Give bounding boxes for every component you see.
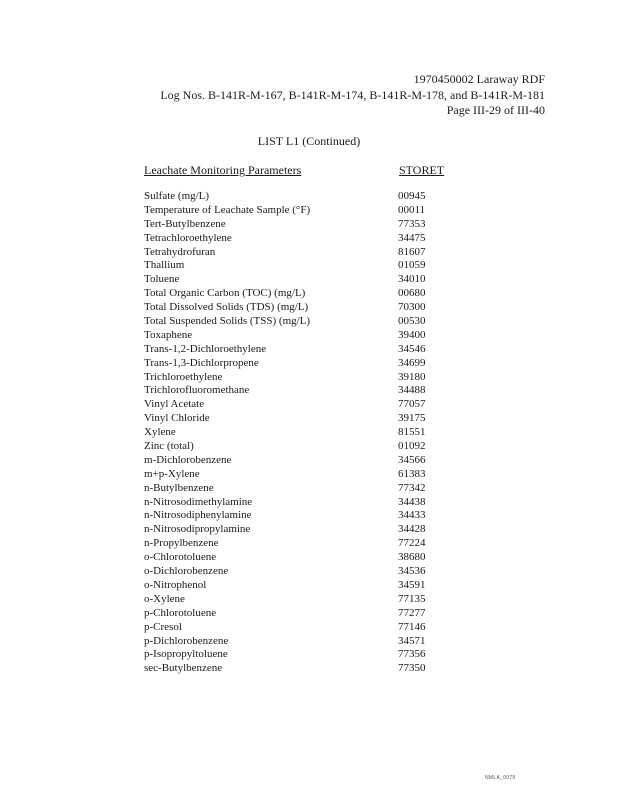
list-item — [144, 509, 464, 523]
list-item — [144, 482, 464, 496]
list-item — [144, 412, 464, 426]
storet-code: 77350 — [398, 662, 426, 675]
storet-code: 77057 — [398, 398, 426, 411]
parameter-name: Trans-1,2-Dichloroethylene — [144, 342, 267, 355]
list-item — [144, 329, 464, 343]
header-log-numbers: Log Nos. B-141R-M-167, B-141R-M-174, B-141R-M-178, and B-141R-M-181 — [160, 87, 545, 102]
list-item — [144, 537, 464, 551]
parameter-name: Sulfate (mg/L) — [144, 190, 210, 202]
list-item — [144, 648, 464, 662]
storet-column-header: STORET — [399, 163, 445, 177]
bates-stamp: NMLA_0079 — [485, 775, 516, 781]
parameter-name: Total Dissolved Solids (TDS) (mg/L) — [144, 301, 309, 314]
list-item — [144, 662, 464, 676]
parameter-name: m-Dichlorobenzene — [144, 453, 232, 466]
storet-code: 00680 — [398, 287, 426, 300]
storet-code: 34536 — [398, 565, 426, 578]
storet-code: 39180 — [398, 370, 426, 383]
storet-code: 34546 — [398, 342, 426, 355]
list-item — [144, 301, 464, 315]
list-item — [144, 426, 464, 440]
parameter-name: o-Dichlorobenzene — [144, 565, 229, 578]
parameter-name: n-Propylbenzene — [144, 537, 219, 550]
storet-code: 77224 — [398, 537, 426, 550]
parameter-name: Zinc (total) — [144, 440, 194, 453]
list-item — [144, 232, 464, 246]
parameter-name: Trans-1,3-Dichlorpropene — [144, 356, 259, 369]
parameter-column-header: Leachate Monitoring Parameters — [144, 163, 302, 177]
storet-code: 77277 — [398, 606, 426, 619]
storet-code: 61383 — [398, 467, 426, 480]
storet-code: 01059 — [398, 259, 426, 272]
list-item — [144, 565, 464, 579]
parameter-name: p-Chlorotoluene — [144, 606, 217, 619]
page-header — [160, 72, 545, 119]
list-title: LIST L1 (Continued) — [257, 134, 361, 148]
storet-code: 34010 — [398, 273, 426, 286]
storet-code: 34428 — [398, 523, 426, 536]
storet-code: 34438 — [398, 495, 426, 508]
storet-code: 77356 — [398, 648, 426, 661]
list-item — [144, 371, 464, 385]
parameter-name: n-Nitrosodipropylamine — [144, 523, 251, 536]
storet-code: 00945 — [398, 190, 426, 202]
parameter-name: o-Nitrophenol — [144, 578, 207, 591]
parameter-name: n-Nitrosodiphenylamine — [144, 509, 252, 522]
list-item — [144, 621, 464, 635]
list-item — [144, 440, 464, 454]
list-item — [144, 496, 464, 510]
storet-code: 39400 — [398, 328, 426, 341]
storet-code: 01092 — [398, 440, 426, 453]
parameter-name: Xylene — [144, 426, 176, 439]
parameter-name: Total Suspended Solids (TSS) (mg/L) — [144, 315, 311, 328]
list-item — [144, 287, 464, 301]
parameter-name: Toluene — [144, 273, 180, 286]
parameter-name: Temperature of Leachate Sample (°F) — [144, 203, 311, 216]
storet-code: 34566 — [398, 453, 426, 466]
list-item — [144, 593, 464, 607]
parameter-name: Vinyl Chloride — [144, 412, 210, 425]
parameter-name: Tetrahydrofuran — [144, 245, 216, 258]
parameter-name: p-Dichlorobenzene — [144, 634, 229, 647]
parameter-name: p-Cresol — [144, 620, 182, 633]
list-item — [144, 259, 464, 273]
parameter-name: n-Nitrosodimethylamine — [144, 495, 253, 508]
list-item — [144, 523, 464, 537]
storet-code: 77135 — [398, 592, 426, 605]
parameter-name: Tetrachloroethylene — [144, 231, 232, 244]
storet-code: 34475 — [398, 231, 426, 244]
parameter-name: p-Isopropyltoluene — [144, 648, 228, 661]
parameter-name: sec-Butylbenzene — [144, 662, 223, 675]
storet-code: 00011 — [398, 203, 426, 216]
parameter-name: n-Butylbenzene — [144, 481, 214, 494]
list-item — [144, 315, 464, 329]
storet-code: 00530 — [398, 315, 426, 328]
storet-code: 81551 — [398, 426, 426, 439]
parameter-name: Toxaphene — [144, 328, 193, 341]
storet-code: 70300 — [398, 301, 426, 314]
list-item — [144, 607, 464, 621]
list-item — [144, 218, 464, 232]
parameter-name: o-Xylene — [144, 592, 185, 605]
parameter-name: Thallium — [144, 259, 185, 272]
list-item — [144, 273, 464, 287]
list-item — [144, 357, 464, 371]
header-page-number: Page III-29 of III-40 — [446, 103, 545, 117]
header-document-id: 1970450002 Laraway RDF — [413, 72, 545, 86]
list-item — [144, 204, 464, 218]
parameter-name: Trichloroethylene — [144, 370, 223, 383]
list-item — [144, 454, 464, 468]
parameter-name: o-Chlorotoluene — [144, 551, 217, 564]
parameter-name: Trichlorofluoromethane — [144, 384, 250, 397]
parameter-name: m+p-Xylene — [144, 467, 200, 480]
list-item — [144, 551, 464, 565]
storet-code: 34699 — [398, 356, 426, 369]
storet-code: 34591 — [398, 578, 426, 591]
storet-code: 34571 — [398, 634, 426, 647]
storet-code: 34488 — [398, 384, 426, 397]
storet-code: 81607 — [398, 245, 426, 258]
list-item — [144, 635, 464, 649]
storet-code: 34433 — [398, 509, 426, 522]
list-item — [144, 468, 464, 482]
list-item — [144, 579, 464, 593]
list-item — [144, 398, 464, 412]
storet-code: 38680 — [398, 551, 426, 564]
storet-code: 39175 — [398, 412, 426, 425]
parameter-name: Vinyl Acetate — [144, 398, 205, 411]
parameter-name: Tert-Butylbenzene — [144, 217, 226, 230]
list-item — [144, 384, 464, 398]
list-item — [144, 246, 464, 260]
storet-code: 77146 — [398, 620, 426, 633]
parameter-name: Total Organic Carbon (TOC) (mg/L) — [144, 287, 306, 300]
storet-code: 77342 — [398, 481, 426, 494]
storet-code: 77353 — [398, 217, 426, 230]
parameter-list — [144, 190, 464, 676]
list-item — [144, 343, 464, 357]
list-item — [144, 190, 464, 204]
